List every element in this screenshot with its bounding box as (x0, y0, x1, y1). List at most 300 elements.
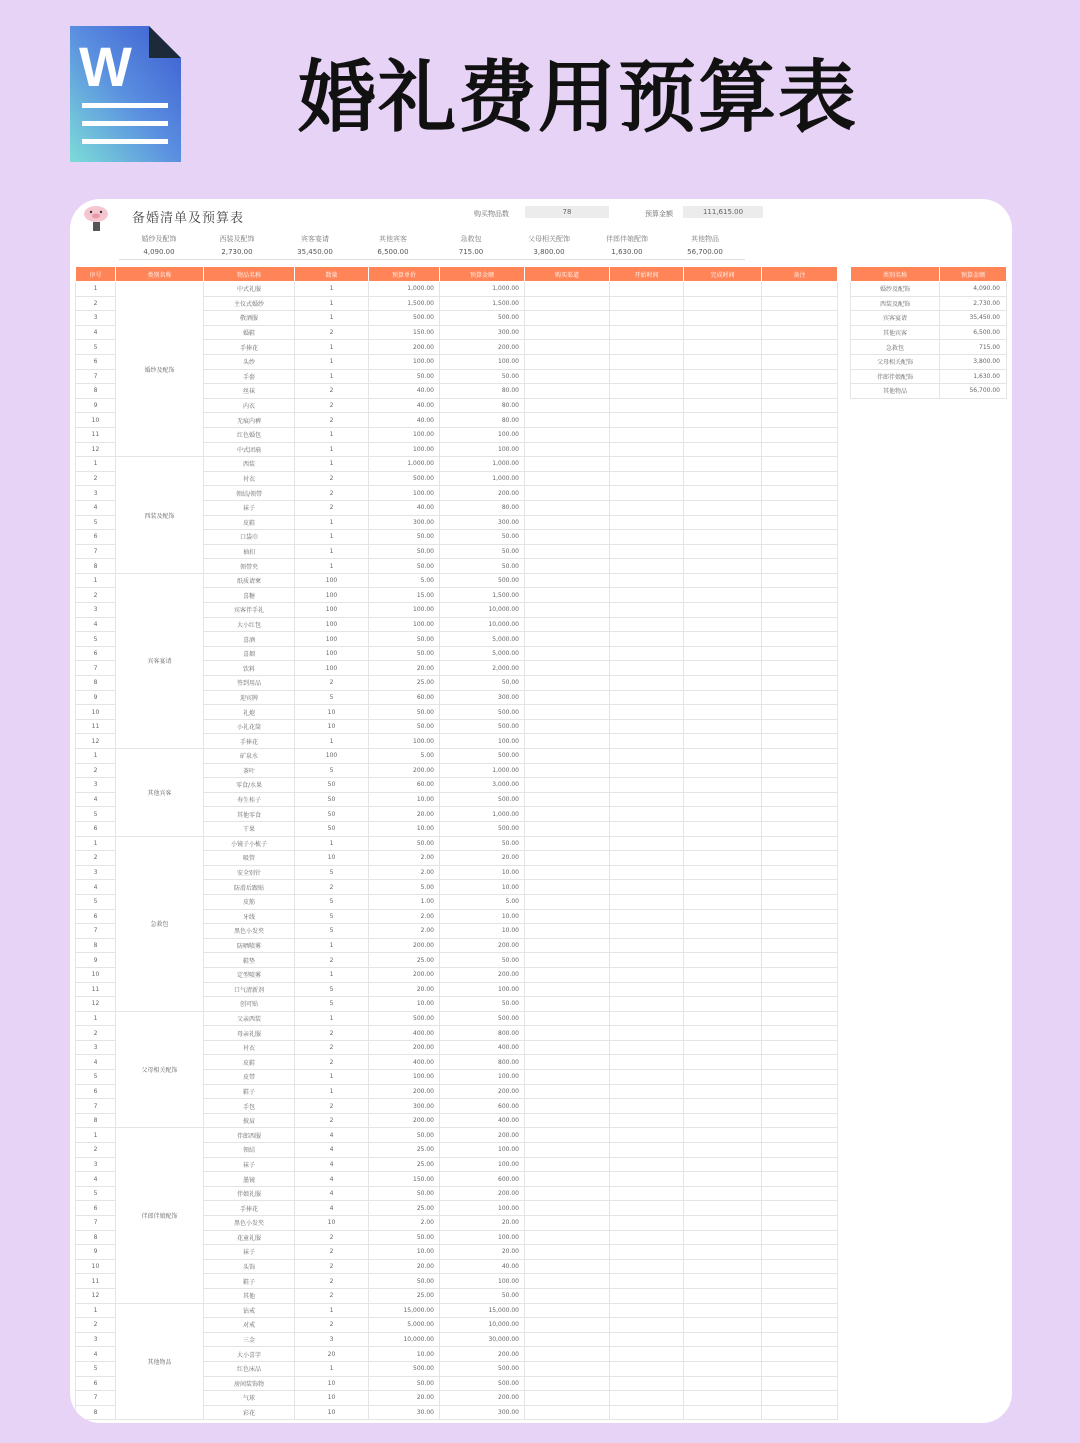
summary-row (851, 311, 1007, 326)
purchase-channel (525, 1201, 610, 1216)
quantity: 10 (295, 719, 369, 734)
start-time (610, 1055, 684, 1070)
budget-amount: 20.00 (440, 851, 525, 866)
remark (762, 340, 838, 355)
row-index: 6 (76, 530, 116, 545)
end-time (684, 573, 762, 588)
summary-amount: 2,730.00 (940, 296, 1007, 311)
row-index: 4 (76, 880, 116, 895)
row-index: 1 (76, 1128, 116, 1143)
item-name: 干果 (204, 821, 295, 836)
start-time (610, 661, 684, 676)
budget-amount: 200.00 (440, 1391, 525, 1406)
item-name: 敬酒服 (204, 311, 295, 326)
end-time (684, 632, 762, 647)
end-time (684, 515, 762, 530)
quantity: 2 (295, 1230, 369, 1245)
item-name: 喜酒 (204, 632, 295, 647)
item-name: 安全别针 (204, 865, 295, 880)
category-label: 急救包 (460, 235, 482, 243)
column-header: 购买渠道 (525, 267, 610, 282)
unit-price: 25.00 (369, 953, 440, 968)
unit-price: 200.00 (369, 938, 440, 953)
start-time (610, 1157, 684, 1172)
quantity: 1 (295, 1361, 369, 1376)
budget-amount: 5,000.00 (440, 632, 525, 647)
purchase-channel (525, 1040, 610, 1055)
row-index: 11 (76, 982, 116, 997)
unit-price: 300.00 (369, 515, 440, 530)
purchase-channel (525, 1143, 610, 1158)
quantity: 2 (295, 413, 369, 428)
row-index: 8 (76, 938, 116, 953)
end-time (684, 807, 762, 822)
start-time (610, 282, 684, 297)
purchase-channel (525, 1128, 610, 1143)
unit-price: 20.00 (369, 807, 440, 822)
unit-price: 5.00 (369, 880, 440, 895)
purchase-channel (525, 398, 610, 413)
row-index: 2 (76, 851, 116, 866)
unit-price: 2.00 (369, 924, 440, 939)
remark (762, 1055, 838, 1070)
item-name: 领结 (204, 1143, 295, 1158)
budget-amount: 1,000.00 (440, 457, 525, 472)
budget-amount: 100.00 (440, 1070, 525, 1085)
item-name: 纸质请柬 (204, 573, 295, 588)
category-label: 宾客宴请 (301, 235, 329, 243)
remark (762, 1347, 838, 1362)
remark (762, 413, 838, 428)
start-time (610, 807, 684, 822)
end-time (684, 544, 762, 559)
budget-amount: 300.00 (440, 515, 525, 530)
row-index: 9 (76, 1245, 116, 1260)
budget-amount: 500.00 (440, 1011, 525, 1026)
row-index: 4 (76, 617, 116, 632)
start-time (610, 646, 684, 661)
purchase-channel (525, 734, 610, 749)
end-time (684, 1361, 762, 1376)
remark (762, 821, 838, 836)
row-index: 6 (76, 821, 116, 836)
start-time (610, 749, 684, 764)
budget-amount: 100.00 (440, 1274, 525, 1289)
purchase-channel (525, 1259, 610, 1274)
table-row (76, 1128, 838, 1143)
remark (762, 471, 838, 486)
remark (762, 967, 838, 982)
item-name: 领带夹 (204, 559, 295, 574)
row-index: 6 (76, 646, 116, 661)
row-index: 2 (76, 1318, 116, 1333)
quantity: 1 (295, 515, 369, 530)
purchase-channel (525, 486, 610, 501)
remark (762, 676, 838, 691)
row-index: 3 (76, 1040, 116, 1055)
unit-price: 50.00 (369, 544, 440, 559)
remark (762, 500, 838, 515)
quantity: 1 (295, 354, 369, 369)
item-name: 父亲西装 (204, 1011, 295, 1026)
row-index: 11 (76, 1274, 116, 1289)
start-time (610, 778, 684, 793)
end-time (684, 617, 762, 632)
purchase-channel (525, 311, 610, 326)
budget-amount: 50.00 (440, 369, 525, 384)
quantity: 1 (295, 340, 369, 355)
quantity: 2 (295, 1026, 369, 1041)
remark (762, 1230, 838, 1245)
budget-amount: 15,000.00 (440, 1303, 525, 1318)
remark (762, 778, 838, 793)
start-time (610, 617, 684, 632)
row-index: 1 (76, 749, 116, 764)
unit-price: 10.00 (369, 792, 440, 807)
quantity: 100 (295, 603, 369, 618)
end-time (684, 1405, 762, 1420)
start-time (610, 457, 684, 472)
item-name: 气球 (204, 1391, 295, 1406)
budget-amount: 50.00 (440, 544, 525, 559)
purchase-channel (525, 1186, 610, 1201)
quantity: 2 (295, 1040, 369, 1055)
start-time (610, 340, 684, 355)
row-index: 5 (76, 515, 116, 530)
end-time (684, 1391, 762, 1406)
item-name: 袖扣 (204, 544, 295, 559)
item-name: 三金 (204, 1332, 295, 1347)
budget-amount: 400.00 (440, 1113, 525, 1128)
remark (762, 1026, 838, 1041)
end-time (684, 719, 762, 734)
row-index: 6 (76, 354, 116, 369)
budget-amount: 200.00 (440, 1128, 525, 1143)
end-time (684, 763, 762, 778)
unit-price: 50.00 (369, 719, 440, 734)
row-index: 6 (76, 1376, 116, 1391)
unit-price: 25.00 (369, 1157, 440, 1172)
start-time (610, 719, 684, 734)
unit-price: 5.00 (369, 749, 440, 764)
item-name: 主仪式婚纱 (204, 296, 295, 311)
remark (762, 427, 838, 442)
start-time (610, 1332, 684, 1347)
remark (762, 515, 838, 530)
unit-price: 30.00 (369, 1405, 440, 1420)
item-name: 花童礼服 (204, 1230, 295, 1245)
row-index: 5 (76, 894, 116, 909)
quantity: 50 (295, 821, 369, 836)
item-name: 皮筋 (204, 894, 295, 909)
summary-row (851, 325, 1007, 340)
table-row (76, 749, 838, 764)
end-time (684, 1172, 762, 1187)
purchase-channel (525, 457, 610, 472)
remark (762, 749, 838, 764)
row-index: 7 (76, 661, 116, 676)
unit-price: 200.00 (369, 1084, 440, 1099)
item-name: 签到用品 (204, 676, 295, 691)
remark (762, 1084, 838, 1099)
quantity: 10 (295, 1376, 369, 1391)
remark (762, 311, 838, 326)
remark (762, 1143, 838, 1158)
start-time (610, 763, 684, 778)
end-time (684, 413, 762, 428)
row-index: 3 (76, 778, 116, 793)
item-name: 西装 (204, 457, 295, 472)
purchase-channel (525, 749, 610, 764)
start-time (610, 325, 684, 340)
summary-category: 宾客宴请 (851, 311, 940, 326)
item-name: 口气清新剂 (204, 982, 295, 997)
end-time (684, 486, 762, 501)
unit-price: 500.00 (369, 471, 440, 486)
remark (762, 938, 838, 953)
budget-amount: 800.00 (440, 1055, 525, 1070)
quantity: 5 (295, 865, 369, 880)
purchase-channel (525, 982, 610, 997)
row-index: 4 (76, 1172, 116, 1187)
remark (762, 486, 838, 501)
end-time (684, 1318, 762, 1333)
unit-price: 50.00 (369, 559, 440, 574)
row-index: 3 (76, 865, 116, 880)
row-index: 2 (76, 588, 116, 603)
remark (762, 851, 838, 866)
summary-amount: 6,500.00 (940, 325, 1007, 340)
item-name: 茶叶 (204, 763, 295, 778)
row-index: 10 (76, 413, 116, 428)
item-name: 鞋子 (204, 1084, 295, 1099)
item-name: 中式礼服 (204, 282, 295, 297)
item-name: 手套 (204, 369, 295, 384)
end-time (684, 1347, 762, 1362)
purchase-channel (525, 1274, 610, 1289)
start-time (610, 384, 684, 399)
purchase-channel (525, 442, 610, 457)
summary-row (851, 369, 1007, 384)
remark (762, 1288, 838, 1303)
category-cell: 宾客宴请 (116, 573, 204, 748)
purchase-channel (525, 559, 610, 574)
budget-amount: 100.00 (440, 354, 525, 369)
remark (762, 1040, 838, 1055)
quantity: 50 (295, 807, 369, 822)
row-index: 12 (76, 734, 116, 749)
unit-price: 1,500.00 (369, 296, 440, 311)
unit-price: 2.00 (369, 865, 440, 880)
category-value: 35,450.00 (297, 248, 333, 256)
summary-row (851, 340, 1007, 355)
row-index: 3 (76, 603, 116, 618)
end-time (684, 1186, 762, 1201)
purchase-channel (525, 1113, 610, 1128)
budget-amount: 500.00 (440, 573, 525, 588)
unit-price: 500.00 (369, 1011, 440, 1026)
quantity: 1 (295, 1011, 369, 1026)
category-cell: 其他物品 (116, 1303, 204, 1420)
quantity: 3 (295, 1332, 369, 1347)
budget-amount: 200.00 (440, 486, 525, 501)
end-time (684, 836, 762, 851)
summary-amount: 56,700.00 (940, 384, 1007, 399)
start-time (610, 1361, 684, 1376)
quantity: 5 (295, 894, 369, 909)
budget-amount: 10.00 (440, 865, 525, 880)
purchase-channel (525, 1245, 610, 1260)
start-time (610, 851, 684, 866)
unit-price: 50.00 (369, 1230, 440, 1245)
row-index: 5 (76, 340, 116, 355)
purchase-channel (525, 851, 610, 866)
remark (762, 325, 838, 340)
purchase-channel (525, 369, 610, 384)
category-label: 婚纱及配饰 (141, 235, 177, 243)
purchase-channel (525, 1084, 610, 1099)
quantity: 20 (295, 1347, 369, 1362)
item-name: 皮鞋 (204, 1055, 295, 1070)
row-index: 7 (76, 369, 116, 384)
unit-price: 60.00 (369, 690, 440, 705)
remark (762, 588, 838, 603)
unit-price: 1.00 (369, 894, 440, 909)
remark (762, 880, 838, 895)
remark (762, 646, 838, 661)
purchase-channel (525, 1405, 610, 1420)
unit-price: 100.00 (369, 1070, 440, 1085)
remark (762, 705, 838, 720)
unit-price: 5.00 (369, 573, 440, 588)
remark (762, 865, 838, 880)
purchase-channel (525, 661, 610, 676)
row-index: 12 (76, 1288, 116, 1303)
end-time (684, 369, 762, 384)
purchase-channel (525, 909, 610, 924)
item-name: 手捧花 (204, 340, 295, 355)
unit-price: 50.00 (369, 1128, 440, 1143)
unit-price: 20.00 (369, 1259, 440, 1274)
remark (762, 1376, 838, 1391)
remark (762, 544, 838, 559)
quantity: 2 (295, 1274, 369, 1289)
end-time (684, 311, 762, 326)
purchase-channel (525, 282, 610, 297)
budget-amount: 50.00 (440, 997, 525, 1012)
start-time (610, 632, 684, 647)
unit-price: 15.00 (369, 588, 440, 603)
budget-amount: 50.00 (440, 1288, 525, 1303)
end-time (684, 676, 762, 691)
unit-price: 100.00 (369, 427, 440, 442)
end-time (684, 1084, 762, 1099)
purchase-channel (525, 544, 610, 559)
unit-price: 20.00 (369, 661, 440, 676)
quantity: 5 (295, 924, 369, 939)
purchase-channel (525, 778, 610, 793)
quantity: 50 (295, 792, 369, 807)
purchase-channel (525, 1303, 610, 1318)
unit-price: 2.00 (369, 909, 440, 924)
quantity: 4 (295, 1128, 369, 1143)
remark (762, 1128, 838, 1143)
purchase-channel (525, 1391, 610, 1406)
budget-amount: 50.00 (440, 559, 525, 574)
remark (762, 457, 838, 472)
summary-amount: 35,450.00 (940, 311, 1007, 326)
row-index: 2 (76, 1026, 116, 1041)
remark (762, 384, 838, 399)
summary-category: 父母相关配饰 (851, 354, 940, 369)
column-header: 序号 (76, 267, 116, 282)
budget-amount: 1,500.00 (440, 588, 525, 603)
end-time (684, 588, 762, 603)
start-time (610, 544, 684, 559)
item-name: 伴娘礼服 (204, 1186, 295, 1201)
start-time (610, 967, 684, 982)
budget-amount: 1,000.00 (440, 763, 525, 778)
unit-price: 50.00 (369, 705, 440, 720)
end-time (684, 1288, 762, 1303)
quantity: 2 (295, 1113, 369, 1128)
unit-price: 300.00 (369, 1099, 440, 1114)
purchase-channel (525, 1318, 610, 1333)
item-name: 墨镜 (204, 1172, 295, 1187)
unit-price: 50.00 (369, 530, 440, 545)
end-time (684, 603, 762, 618)
item-count-value: 78 (525, 206, 609, 218)
start-time (610, 982, 684, 997)
item-name: 其他零食 (204, 807, 295, 822)
quantity: 4 (295, 1186, 369, 1201)
quantity: 50 (295, 778, 369, 793)
item-name: 对戒 (204, 1318, 295, 1333)
item-name: 头纱 (204, 354, 295, 369)
budget-amount: 200.00 (440, 967, 525, 982)
budget-amount: 2,000.00 (440, 661, 525, 676)
start-time (610, 1172, 684, 1187)
quantity: 1 (295, 369, 369, 384)
end-time (684, 1201, 762, 1216)
purchase-channel (525, 1216, 610, 1231)
end-time (684, 938, 762, 953)
purchase-channel (525, 603, 610, 618)
start-time (610, 369, 684, 384)
unit-price: 60.00 (369, 778, 440, 793)
start-time (610, 398, 684, 413)
quantity: 1 (295, 938, 369, 953)
remark (762, 1011, 838, 1026)
start-time (610, 1274, 684, 1289)
summary-row (851, 384, 1007, 399)
purchase-channel (525, 997, 610, 1012)
unit-price: 1,000.00 (369, 282, 440, 297)
row-index: 1 (76, 282, 116, 297)
start-time (610, 1113, 684, 1128)
remark (762, 1186, 838, 1201)
start-time (610, 1128, 684, 1143)
table-row (76, 573, 838, 588)
budget-amount: 80.00 (440, 384, 525, 399)
budget-amount: 500.00 (440, 311, 525, 326)
unit-price: 5,000.00 (369, 1318, 440, 1333)
summary-amount: 715.00 (940, 340, 1007, 355)
unit-price: 40.00 (369, 413, 440, 428)
budget-amount: 100.00 (440, 442, 525, 457)
row-index: 6 (76, 909, 116, 924)
table-row (76, 457, 838, 472)
